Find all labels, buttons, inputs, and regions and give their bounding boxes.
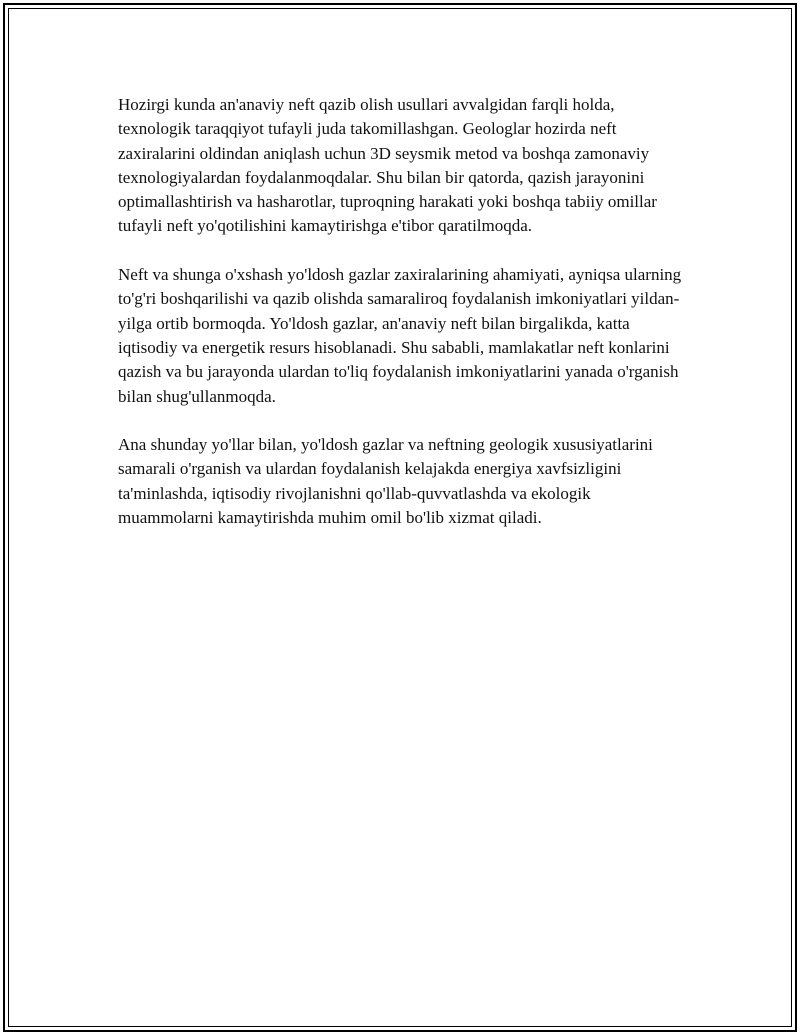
- paragraph-2: Neft va shunga o'xshash yo'ldosh gazlar zaxiralarining ahamiyati, ayniqsa ularning to'g'ri boshqarilishi va qazib olishda samaraliroq foydalanish imkoniyatlari yildan-yilga ortib bormoqda. Yo'ldosh gazlar, an'anaviy neft bilan birgalikda, katta iqtisodiy va energetik resurs hisoblanadi. Shu sababli, mamlakatlar neft konlarini qazish va bu jarayonda ulardan to'liq foydalanish imkoniyatlarini yanada o'rganish bilan shug'ullanmoqda.: [118, 265, 682, 406]
- document-body: [118, 93, 688, 555]
- paragraph-1: Hozirgi kunda an'anaviy neft qazib olish usullari avvalgidan farqli holda, texnologik taraqqiyot tufayli juda takomillashgan. Geologlar hozirda neft zaxiralarini oldindan aniqlash uchun 3D seysmik metod va boshqa zamonaviy texnologiyalardan foydalanmoqdalar. Shu bilan bir qatorda, qazish jarayonini optimallashtirish va hasharotlar, tuproqning harakati yoki boshqa tabiiy omillar tufayli neft yo'qotilishini kamaytirishga e'tibor qaratilmoqda.: [118, 95, 657, 236]
- paragraph-3: Ana shunday yo'llar bilan, yo'ldosh gazlar va neftning geologik xususiyatlarini samarali o'rganish va ulardan foydalanish kelajakda energiya xavfsizligini ta'minlashda, iqtisodiy rivojlanishni qo'llab-quvvatlashda va ekologik muammolarni kamaytirishda muhim omil bo'lib xizmat qiladi.: [118, 435, 653, 528]
